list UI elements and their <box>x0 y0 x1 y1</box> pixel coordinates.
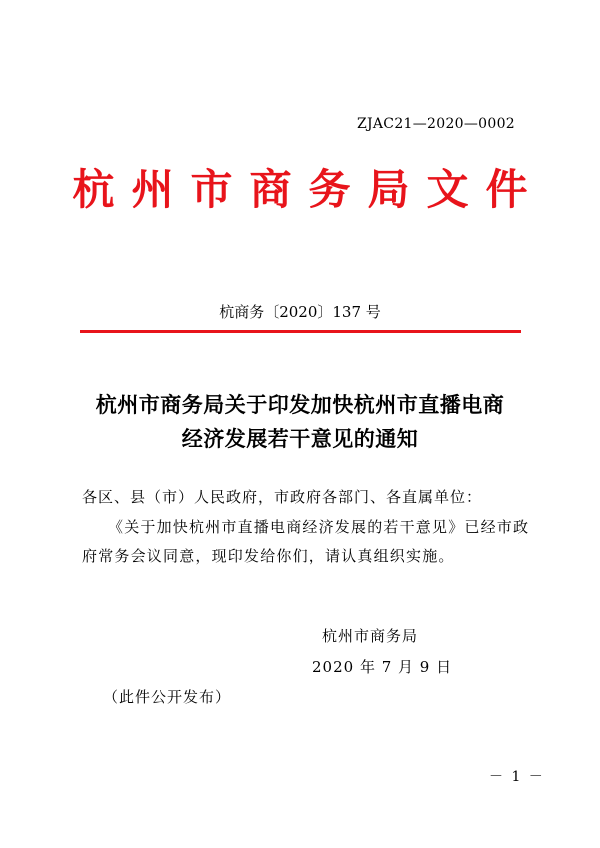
document-title-line-1: 杭州市商务局关于印发加快杭州市直播电商 <box>95 392 505 417</box>
public-release-note: （此件公开发布） <box>103 688 232 706</box>
red-divider-line <box>80 330 521 333</box>
body-paragraph <box>82 513 530 571</box>
document-number: 杭商务〔2020〕137 号 <box>219 303 381 321</box>
issuing-organization-heading: 杭州市商务局文件 <box>72 165 545 214</box>
document-title <box>0 388 600 456</box>
body-paragraph-line-2: 府常务会议同意，现印发给你们，请认真组织实施。 <box>82 547 455 565</box>
page-number: － 1 － <box>489 769 545 785</box>
signature-date: 2020 年 7 月 9 日 <box>312 658 453 676</box>
salutation: 各区、县（市）人民政府，市政府各部门、各直属单位： <box>82 488 483 506</box>
signature-organization: 杭州市商务局 <box>322 627 419 645</box>
document-title-line-2: 经济发展若干意见的通知 <box>181 426 419 451</box>
body-paragraph-line-1: 《关于加快杭州市直播电商经济发展的若干意见》已经市政 <box>108 518 530 536</box>
document-code: ZJAC21—2020—0002 <box>356 116 515 132</box>
